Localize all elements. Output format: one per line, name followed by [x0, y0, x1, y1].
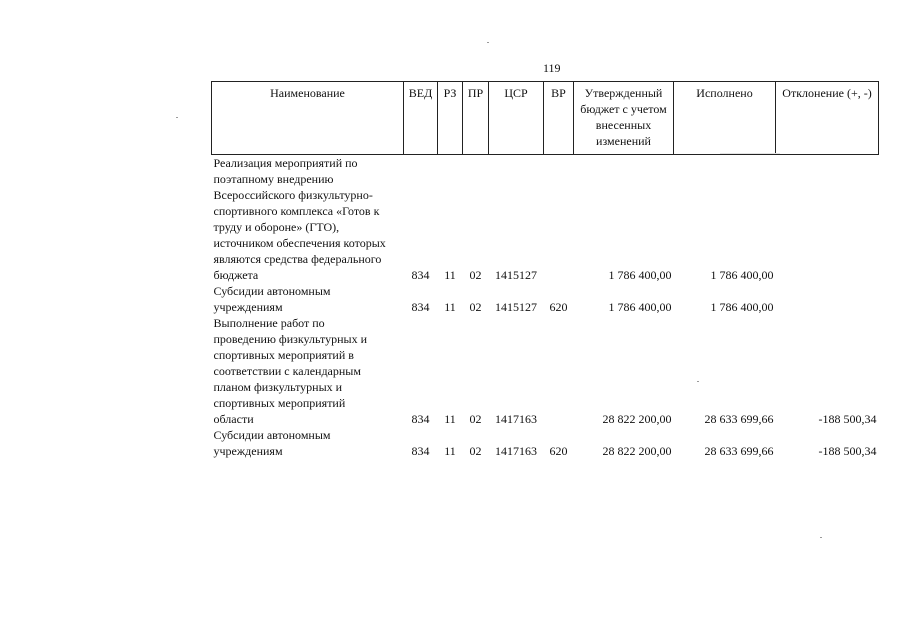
row-csr: 1415127 [495, 300, 537, 314]
header-csr: ЦСР [489, 82, 544, 155]
row-rz: 11 [444, 300, 456, 314]
scan-speck [487, 42, 489, 43]
page-number: 119 [543, 61, 561, 75]
row-ved: 834 [411, 268, 430, 282]
row-csr: 1417163 [495, 412, 537, 426]
header-pr: ПР [463, 82, 489, 155]
row-deviation: -188 500,34 [818, 444, 877, 458]
row-name: Субсидии автономным учреждениям [213, 284, 331, 314]
row-vr: 620 [549, 300, 568, 314]
row-name: Субсидии автономным учреждениям [213, 428, 331, 458]
row-approved: 1 786 400,00 [608, 300, 672, 314]
row-csr: 1417163 [495, 444, 537, 458]
scan-speck [697, 381, 699, 382]
row-pr: 02 [469, 412, 482, 426]
row-name: Выполнение работ по проведению физкультурных и спортивных мероприятий в соответствии с календарным планом физкультурных и спортивных мероприятий области [213, 316, 367, 426]
header-row [212, 82, 879, 155]
scan-speck [176, 117, 178, 118]
row-vr [544, 315, 574, 427]
header-rz: РЗ [438, 82, 463, 155]
row-deviation [776, 155, 879, 284]
row-pr: 02 [469, 444, 482, 458]
row-ved: 834 [411, 300, 430, 314]
budget-table [211, 81, 879, 459]
header-approved: Утвержденный бюджет с учетом внесенных изменений [574, 82, 674, 155]
row-csr: 1415127 [495, 268, 537, 282]
row-deviation [776, 283, 879, 315]
row-approved: 28 822 200,00 [602, 412, 672, 426]
row-executed: 28 633 699,66 [704, 444, 774, 458]
row-vr: 620 [549, 444, 568, 458]
row-executed: 1 786 400,00 [710, 300, 774, 314]
row-rz: 11 [444, 444, 456, 458]
header-deviation: Отклонение (+, -) [776, 82, 879, 155]
header-vr: ВР [544, 82, 574, 155]
row-pr: 02 [469, 300, 482, 314]
row-rz: 11 [444, 412, 456, 426]
row-name: Реализация мероприятий по поэтапному внедрению Всероссийского физкультурно- спортивного комплекса «Готов к труду и обороне» (ГТО), источником обеспечения которых являются средства федерального бюджета [213, 156, 386, 282]
row-executed: 1 786 400,00 [710, 268, 774, 282]
row-executed: 28 633 699,66 [704, 412, 774, 426]
table-row [212, 283, 879, 315]
header-executed: Исполнено [674, 82, 776, 155]
row-ved: 834 [411, 412, 430, 426]
table-row [212, 315, 879, 427]
row-approved: 1 786 400,00 [608, 268, 672, 282]
row-pr: 02 [469, 268, 482, 282]
row-ved: 834 [411, 444, 430, 458]
row-approved: 28 822 200,00 [602, 444, 672, 458]
scan-speck [820, 537, 822, 538]
header-ved: ВЕД [404, 82, 438, 155]
scan-speck [720, 153, 780, 154]
header-name: Наименование [212, 82, 404, 155]
row-vr [544, 155, 574, 284]
table-row [212, 155, 879, 284]
row-deviation: -188 500,34 [818, 412, 877, 426]
row-rz: 11 [444, 268, 456, 282]
table-row [212, 427, 879, 459]
